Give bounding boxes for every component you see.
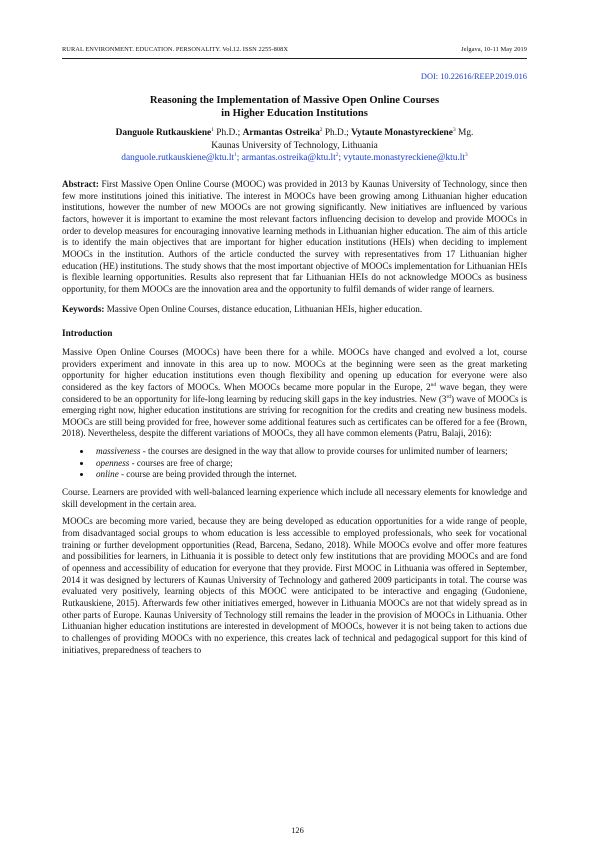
intro-p1-sup-rd: rd xyxy=(446,393,451,400)
list-item-term: online xyxy=(96,469,119,480)
abstract-label: Abstract: xyxy=(62,179,99,189)
list-item-term: massiveness xyxy=(96,446,141,457)
email-1-sup: 1 xyxy=(234,152,237,159)
list-item-desc: - the courses are designed in the way that allow to provide courses for unlimited number of learners; xyxy=(140,446,508,457)
paper-title xyxy=(62,94,527,120)
paper-body xyxy=(62,179,527,662)
email-sep-2: ; xyxy=(338,153,344,164)
author-2-sup: 2 xyxy=(319,126,323,133)
list-item xyxy=(92,469,527,481)
keywords-label: Keywords: xyxy=(62,303,105,314)
abstract xyxy=(62,179,527,296)
author-1-degree: Ph.D.; xyxy=(213,128,243,138)
list-item xyxy=(92,458,527,470)
email-3[interactable]: vytaute.monastyreckiene@ktu.lt xyxy=(343,153,466,164)
list-item xyxy=(92,446,527,458)
email-2[interactable]: armantas.ostreika@ktu.lt xyxy=(241,153,336,164)
title-line-1: Reasoning the Implementation of Massive Open Online Courses xyxy=(149,95,440,106)
email-2-sup: 2 xyxy=(335,152,339,159)
intro-paragraph-2: Course. Learners are provided with well-balanced learning experience which include all necessary elements for knowledge and skill development in the certain area. xyxy=(62,487,527,509)
section-heading-introduction: Introduction xyxy=(62,329,113,340)
author-emails xyxy=(62,152,527,165)
email-sep-1: ; xyxy=(236,153,242,164)
author-1-name: Danguole Rutkauskiene xyxy=(115,128,212,138)
running-header xyxy=(62,46,527,53)
author-2-name: Armantas Ostreika xyxy=(242,128,320,138)
header-rule xyxy=(62,58,527,59)
email-1[interactable]: danguole.rutkauskiene@ktu.lt xyxy=(121,153,235,164)
author-3-name: Vytaute Monastyreckiene xyxy=(351,128,453,138)
title-line-2: in Higher Education Institutions xyxy=(221,108,368,119)
author-3-sup: 3 xyxy=(452,126,456,133)
author-1-sup: 1 xyxy=(211,126,214,133)
keywords-text: Massive Open Online Courses, distance education, Lithuanian HEIs, higher education. xyxy=(104,303,423,314)
author-names xyxy=(62,127,527,140)
intro-paragraph-1 xyxy=(62,347,527,440)
intro-p1-sup-nd: nd xyxy=(430,381,437,388)
abstract-text: First Massive Open Online Course (MOOC) was provided in 2013 by Kaunas University of Technology, since then few more institutions joined this initiative. The interest in MOOCs have been growing among Lithuanian higher education institutions, however the number of new MOOCs are not growing significantly. New initiatives are influenced by various factors, however it is important to examine the most relevant factors influencing decision to develop and provide MOOCs in order to develop measures for encouraging innovative learning methods in Lithuanian higher education. The aim of this article is to identify the main objectives that are important for higher education institutions (HEIs) when deciding to implement MOOCs in the institution. Authors of the article conducted the survey with representatives from 17 Lithuanian higher education (HE) institutions. The study shows that the most important objective of MOOCs implementation for Lithuanian HEIs is flexible learning opportunities. Results also represent that far Lithuanian HEIs do not acknowledge MOOCs as business opportunity, for them MOOCs are the innovation area and the opportunity to fulfil demands of wider range of learners. xyxy=(62,179,527,294)
author-3-degree: Mg. xyxy=(455,128,474,138)
author-2-degree: Ph.D.; xyxy=(322,128,352,138)
page-number: 126 xyxy=(291,826,304,835)
list-item-term: openness xyxy=(96,457,130,468)
email-3-sup: 3 xyxy=(465,152,468,159)
list-item-desc: - courses are free of charge; xyxy=(129,457,233,468)
journal-info: RURAL ENVIRONMENT. EDUCATION. PERSONALITY. Vol.12. ISSN 2255-808X xyxy=(62,46,289,53)
list-item-desc: - course are being provided through the internet. xyxy=(118,469,297,480)
intro-paragraph-3: MOOCs are becoming more varied, because they are being developed as education opportunities for a wide range of people, from disadvantaged social groups to whom education is less accessible to employed professionals, who seek for vocational training or further development opportunities (Read, Barcena, Sedano, 2018). While MOOCs evolve and offer more features and possibilities for learners, in Lithuania it is possible to detect only few institutions that are providing MOOCs and are fond of openness and accessibility of education for everyone that they provide. First MOOC in Lithuania was offered in September, 2014 it was designed by lecturers of Kaunas University of Technology and gathered 2009 participants in total. The course was evaluated very positively, learning objects of this MOOC were anticipated to be interactive and engaging (Gudoniene, Rutkauskiene, 2015). Afterwards few other initiatives emerged, however in Lithuania MOOCs are not that widely spread as in other parts of Europe. Kaunas University of Technology still remains the leader in the provision of MOOCs in Lithuania. Other Lithuanian higher education institutions are interested in development of MOOCs, however it is not being taken to actions due to challenges of providing MOOCs with no experience, this creates lack of technical and pedagogical support for this kind of initiatives, preparedness of teachers to xyxy=(62,516,527,655)
intro-p1-part-a: Massive Open Online Courses (MOOCs) have been there for a while. MOOCs have changed and evolved a lot, course providers experiment and innovate in this area up to now. MOOCs at the beginning were seen as the great marketing opportunity for higher education institutions even though flexibility and opening up education for everyone were also considered as the key factors of MOOCs. When MOOCs became more popular in the Europe, 2 xyxy=(62,346,527,392)
intro-p1-part-c: ) wave of MOOCs is emerging right now, higher education institutions are striving for recognition for the credits and creating new business models. MOOCs are still being provided for free, however some additional features such as certificates can be offered for a fee (Brown, 2018). Nevertheless, despite the different variations of MOOCs, they all have common elements (Patru, Balaji, 2016): xyxy=(62,393,527,439)
affiliation: Kaunas University of Technology, Lithuania xyxy=(211,140,378,151)
conference-date: Jelgava, 10-11 May 2019 xyxy=(461,46,527,53)
keywords xyxy=(62,304,527,316)
author-block xyxy=(62,127,527,165)
mooc-elements-list xyxy=(62,446,527,481)
intro-p1-part-b: wave began, they were considered to be an opportunity for life-long learning by reducing skill gaps in the key industries. New (3 xyxy=(62,381,527,404)
doi-link[interactable]: DOI: 10.22616/REEP.2019.016 xyxy=(420,72,527,81)
